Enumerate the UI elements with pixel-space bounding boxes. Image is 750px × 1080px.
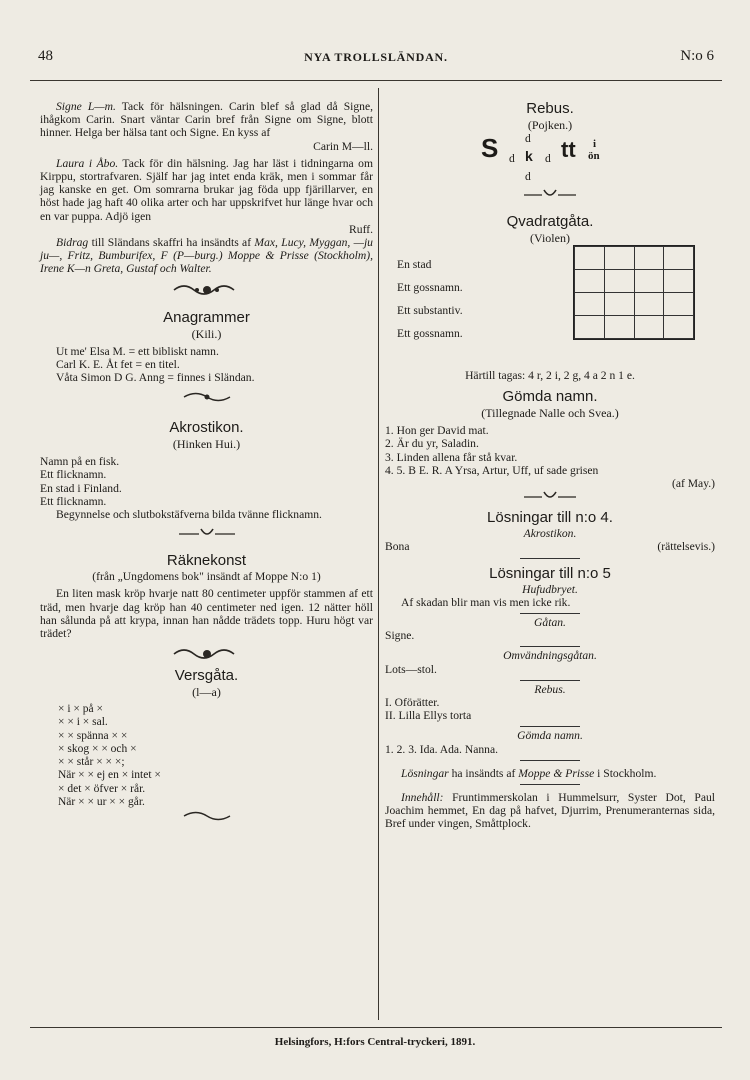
- letter-signe: Signe L—m. Tack för hälsningen. Carin blef så glad då Signe, ihågkom Carin. Snart väntar Carin bref från Signe om Signe, blott hinner. Helga ber hälsa tant och Signe. En kyss af: [40, 100, 373, 140]
- versgata-line: × skog × × och ×: [58, 742, 137, 755]
- rebus-tt: tt: [561, 137, 576, 162]
- rebus-on: ön: [588, 150, 600, 162]
- solutions-4-row: [385, 540, 715, 553]
- versgata-line: × det × öfver × rår.: [58, 782, 146, 795]
- rebus-k: k: [525, 148, 533, 164]
- flourish-icon: [182, 390, 232, 404]
- flourish-icon: [172, 282, 242, 298]
- qvadrat-title: Qvadratgåta.: [506, 213, 594, 230]
- versgata-line: När × × ej en × intet ×: [58, 769, 161, 782]
- solutions-5-title: Lösningar till n:o 5: [489, 564, 611, 582]
- qvadrat-rows: [397, 253, 567, 345]
- header-rule: [30, 80, 722, 81]
- letter-signature: Ruff.: [349, 222, 373, 236]
- raknekonst-source: (från „Ungdomens bok" insändt af Moppe N:o 1): [92, 570, 321, 584]
- qvadrat-grid: [573, 245, 695, 340]
- contents-note: Innehåll: Fruntimmerskolan i Hummelsurr, Syster Dot, Paul Joachim hemmet, En dag på hafvet, Djurrim, Prenumeranternas sida, Bref under vingen, Småttplock.: [385, 791, 715, 831]
- ornament: [385, 490, 715, 509]
- flourish-icon: [172, 646, 242, 662]
- solutions-5-heading: Rebus.: [534, 682, 566, 696]
- solutions-5-answer: 1. 2. 3. Ida. Ada. Nanna.: [385, 742, 499, 756]
- qvadrat-hint: Härtill tagas: 4 r, 2 i, 2 g, 4 a 2 n 1 e.: [465, 369, 635, 382]
- rebus-author: (Pojken.): [527, 118, 573, 132]
- solutions-4-answer: Bona: [385, 540, 410, 554]
- qvadrat-author: (Violen): [530, 231, 570, 245]
- akrostikon-line: Ett flicknamn.: [40, 494, 107, 508]
- versgata-line: × × i × sal.: [58, 716, 108, 729]
- flourish-icon: [522, 188, 578, 202]
- rebus-d2: d: [545, 152, 551, 165]
- anagram-line: Våta Simon D G. Anng = finnes i Sländan.: [56, 371, 255, 385]
- bidrag-note: Bidrag till Sländans skaffri ha insändts af Max, Lucy, Myggan, —ju ju—, Fritz, Bumburifex, F (P—burg.) Moppe & Prisse (Stockholm), Irene K—n Greta, Gustaf och Walter.: [40, 236, 373, 276]
- solutions-5-answer: Af skadan blir man vis men icke rik.: [401, 595, 571, 609]
- versgata-line: När × × ur × × går.: [58, 795, 145, 808]
- solutions-4-sub: Akrostikon.: [523, 527, 577, 541]
- rebus-d-top: d: [525, 132, 531, 145]
- solutions-5-heading: Omvändningsgåtan.: [503, 649, 597, 663]
- flourish-icon: [177, 527, 237, 541]
- rebus-i: i: [593, 138, 597, 150]
- ornament: [40, 527, 373, 546]
- akrostikon-line: Begynnelse och slutbokstäfverna bilda tvänne flicknamn.: [56, 508, 322, 522]
- solutions-5-heading: Gåtan.: [534, 616, 566, 630]
- solutions-4-title: Lösningar till n:o 4.: [487, 509, 613, 527]
- qvadrat-row-label: Ett gossnamn.: [397, 281, 463, 294]
- akrostikon-line: Namn på en fisk.: [40, 455, 120, 469]
- versgata-title: Versgåta.: [174, 667, 239, 685]
- rebus-puzzle: [385, 132, 715, 188]
- qvadrat-row-label: Ett gossnamn.: [397, 327, 463, 340]
- versgata-line: × i × på ×: [58, 703, 104, 716]
- solutions-5-heading: Hufudbryet.: [522, 582, 578, 596]
- footer-rule: [30, 1027, 722, 1028]
- column-divider: [378, 88, 379, 1020]
- section-rule: [520, 726, 580, 727]
- issue-number: N:o 6: [680, 48, 714, 64]
- ornament: [40, 390, 373, 409]
- anagram-title: Anagrammer: [163, 308, 250, 326]
- solutions-5-answer: II. Lilla Ellys torta: [385, 709, 472, 723]
- gomda-line: 4. 5. B E. R. A Yrsa, Artur, Uff, uf sade grisen: [385, 463, 599, 477]
- rebus-d-bottom: d: [525, 170, 531, 183]
- letter-signature: Carin M—ll.: [313, 139, 373, 153]
- qvadrat-puzzle: [385, 245, 715, 369]
- section-rule: [520, 646, 580, 647]
- ornament: [40, 646, 373, 667]
- gomda-author: (Tillegnade Nalle och Svea.): [481, 406, 619, 421]
- section-rule: [520, 760, 580, 761]
- akrostikon-author: (Hinken Hui.): [172, 437, 241, 452]
- publication-title: NYA TROLLSLÄNDAN.: [304, 50, 448, 64]
- qvadrat-row-label: Ett substantiv.: [397, 304, 463, 317]
- akrostikon-line: Ett flicknamn.: [40, 468, 107, 482]
- solutions-5-answer: I. Oförätter.: [385, 696, 440, 710]
- anagram-author: (Kili.): [191, 326, 222, 341]
- anagram-line: Ut me' Elsa M. = ett bibliskt namn.: [56, 344, 219, 358]
- rebus-title: Rebus.: [526, 100, 574, 117]
- ornament: [40, 809, 373, 828]
- akrostikon-line: En stad i Finland.: [40, 481, 122, 495]
- letter-laura: Laura i Åbo. Tack för din hälsning. Jag har läst i tidningarna om Kirppu, stortrafvaren. Själf har jag intet enda kräk, men i sommar får jag kanske en get. Om somrarna brukar jag föda upp fjärillarver, en höst hade jag haft 40 olika arter och har uppskrifvet hur länge hvar och en var puppa. Adjö igen: [40, 156, 373, 223]
- section-rule: [520, 784, 580, 785]
- page-number: 48: [38, 48, 53, 64]
- section-rule: [520, 680, 580, 681]
- gomda-signature: (af May.): [671, 477, 715, 491]
- solutions-5-answer: Lots—stol.: [385, 662, 437, 676]
- left-column: [40, 100, 373, 828]
- qvadrat-row-label: En stad: [397, 258, 432, 271]
- solvers-note: Lösningar ha insändts af Moppe & Prisse i Stockholm.: [401, 766, 657, 780]
- section-rule: [520, 558, 580, 559]
- ornament: [385, 188, 715, 207]
- gomda-title: Gömda namn.: [502, 388, 598, 406]
- ornament: [40, 282, 373, 303]
- solutions-5-heading: Gömda namn.: [517, 729, 583, 743]
- flourish-icon: [182, 809, 232, 823]
- printer-imprint: Helsingfors, H:fors Central-tryckeri, 1891.: [274, 1036, 476, 1048]
- section-rule: [520, 613, 580, 614]
- raknekonst-text: En liten mask kröp hvarje natt 80 centimeter uppför stammen af ett träd, men hvarje dag kröp han 40 centimeter ned igen. 12 nätter höll han sålunda på att krypa, innan han nådde trädets topp. Huru högt var trädet?: [40, 587, 373, 641]
- solutions-5-answer: Signe.: [385, 629, 415, 643]
- right-column: [385, 100, 715, 831]
- gomda-line: 2. Är du yr, Saladin.: [385, 437, 479, 451]
- akrostikon-title: Akrostikon.: [169, 419, 244, 437]
- gomda-line: 3. Linden allena får stå kvar.: [385, 450, 518, 464]
- gomda-line: 1. Hon ger David mat.: [385, 424, 489, 438]
- anagram-line: Carl K. E. Åt fet = en titel.: [56, 357, 180, 371]
- rebus-d1: d: [509, 152, 515, 165]
- solutions-4-note: (rättelsevis.): [657, 540, 715, 554]
- raknekonst-title: Räknekonst: [166, 552, 247, 570]
- versgata-line: × × står × × ×;: [58, 756, 125, 769]
- page-header: [30, 48, 722, 70]
- rebus-big-s: S: [481, 133, 499, 163]
- versgata-author: (l—a): [192, 685, 221, 700]
- versgata-line: × × spänna × ×: [58, 729, 128, 742]
- flourish-icon: [522, 490, 578, 504]
